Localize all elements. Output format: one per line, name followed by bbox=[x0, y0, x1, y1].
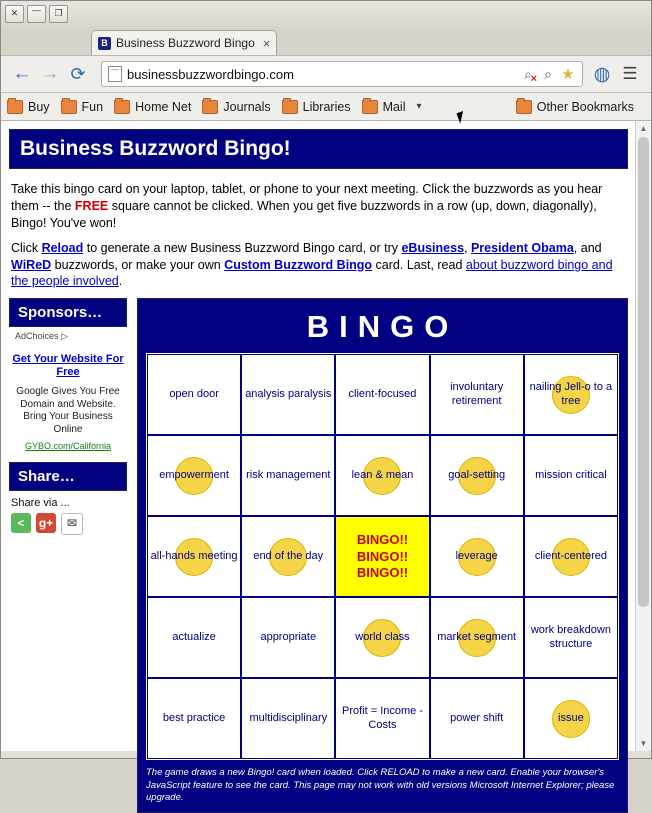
vertical-scrollbar[interactable] bbox=[635, 121, 651, 751]
folder-icon bbox=[282, 100, 298, 114]
scroll-down-icon[interactable]: ▼ bbox=[639, 739, 648, 748]
bingo-cell-label: mission critical bbox=[535, 468, 607, 481]
window-close-button[interactable]: ✕ bbox=[5, 5, 24, 23]
bookmark-star-icon[interactable]: ★ bbox=[561, 66, 575, 83]
bingo-cell-label: empowerment bbox=[159, 468, 229, 481]
bingo-cell-label: involuntary retirement bbox=[450, 381, 504, 407]
forward-button[interactable]: → bbox=[40, 63, 60, 84]
instructions-text-mid: to generate a new Business Buzzword Bingo card, or try bbox=[83, 240, 402, 255]
instructions-text-last: card. Last, read bbox=[372, 257, 466, 272]
period-text: . bbox=[118, 274, 123, 289]
adchoices-label[interactable]: AdChoices ▷ bbox=[15, 331, 68, 342]
browser-toolbar bbox=[1, 55, 651, 93]
bookmark-fun[interactable] bbox=[61, 100, 104, 114]
reload-button[interactable]: ⟳ bbox=[70, 63, 86, 84]
bingo-cell-label: all-hands meeting bbox=[150, 549, 238, 562]
bookmark-journals[interactable] bbox=[202, 100, 270, 114]
share-icon-row bbox=[9, 513, 127, 535]
bingo-cell-label: goal-setting bbox=[448, 468, 506, 481]
comma-text: , bbox=[464, 240, 471, 255]
bingo-cell-label: market segment bbox=[437, 630, 517, 643]
bingo-card bbox=[137, 298, 628, 813]
web-page bbox=[1, 121, 636, 803]
scrollbar-thumb[interactable] bbox=[638, 137, 649, 607]
bingo-cell[interactable] bbox=[335, 435, 429, 516]
bingo-cell-label: open door bbox=[169, 387, 219, 400]
bingo-cell[interactable] bbox=[241, 354, 335, 435]
window-maximize-button[interactable]: ❐ bbox=[49, 5, 68, 23]
instructions-text-tail: buzzwords, or make your own bbox=[51, 257, 225, 272]
reload-link[interactable]: Reload bbox=[41, 240, 84, 255]
share-icon[interactable]: < bbox=[11, 513, 31, 533]
close-icon[interactable]: × bbox=[262, 35, 271, 51]
bingo-cell-label: issue bbox=[558, 711, 584, 724]
intro-text-2: square cannot be clicked. When you get five buzzwords in a row (up, down, diagonally), Bingo! You've won! bbox=[11, 198, 597, 230]
intro-paragraph bbox=[11, 181, 626, 232]
bingo-cell[interactable] bbox=[524, 516, 618, 597]
bingo-cell[interactable] bbox=[241, 435, 335, 516]
profile-icon[interactable]: ◍ bbox=[593, 63, 611, 85]
bingo-cell[interactable] bbox=[335, 354, 429, 435]
bingo-cell-label: lean & mean bbox=[351, 468, 414, 481]
instructions-paragraph bbox=[11, 240, 626, 291]
window-minimize-button[interactable]: — bbox=[27, 5, 46, 23]
folder-icon bbox=[516, 100, 532, 114]
bingo-cell[interactable] bbox=[147, 354, 241, 435]
bingo-cell-label: power shift bbox=[450, 711, 504, 724]
bingo-cell[interactable] bbox=[430, 354, 524, 435]
and-text: , and bbox=[573, 240, 602, 255]
intro-text-1: Take this bingo card on your laptop, tablet, or phone to your next meeting. Click the buzzwords as you hear them -- the bbox=[11, 182, 603, 213]
bingo-cell-label: end of the day bbox=[253, 549, 324, 562]
bingo-cell[interactable] bbox=[241, 516, 335, 597]
sponsors-heading: Sponsors… bbox=[9, 298, 127, 327]
president-obama-link[interactable]: President Obama bbox=[470, 240, 574, 255]
scroll-up-icon[interactable]: ▲ bbox=[639, 124, 648, 133]
bingo-cell[interactable] bbox=[335, 678, 429, 759]
address-bar[interactable] bbox=[101, 61, 583, 87]
click-text: Click bbox=[11, 240, 42, 255]
bingo-cell-label: actualize bbox=[172, 630, 216, 643]
chevron-down-icon[interactable]: ▾ bbox=[416, 101, 422, 112]
bingo-cell-label: risk management bbox=[246, 468, 331, 481]
bingo-cell-label: appropriate bbox=[260, 630, 317, 643]
bingo-cell[interactable] bbox=[147, 516, 241, 597]
bingo-cell[interactable] bbox=[524, 678, 618, 759]
url-text: businessbuzzwordbingo.com bbox=[127, 66, 294, 82]
sidebar bbox=[9, 298, 127, 535]
bingo-cell-label: work breakdown structure bbox=[530, 624, 611, 650]
card-footnote: The game draws a new Bingo! card when loaded. Click RELOAD to make a new card. Enable your browser's JavaScript feature to see the card. This page may not work with old versions Microsoft Internet Explorer; please upgrade. bbox=[146, 767, 615, 803]
folder-icon bbox=[362, 100, 378, 114]
search-icon[interactable]: ⌕ bbox=[544, 65, 552, 82]
folder-icon bbox=[114, 100, 130, 114]
bingo-cell-label: best practice bbox=[162, 711, 226, 724]
ad-url-link[interactable]: GYBO.com/California bbox=[24, 441, 112, 451]
page-viewport bbox=[1, 121, 651, 803]
bingo-cell[interactable] bbox=[241, 678, 335, 759]
share-via-label: Share via ... bbox=[11, 497, 70, 510]
bookmark-label: Mail bbox=[382, 99, 406, 114]
bingo-free-label: BINGO!! BINGO!! BINGO!! bbox=[356, 532, 409, 580]
free-keyword: FREE bbox=[74, 198, 109, 213]
bookmark-mail[interactable] bbox=[362, 100, 406, 114]
bingo-cell[interactable] bbox=[524, 597, 618, 678]
bookmark-home-net[interactable] bbox=[114, 100, 191, 114]
bingo-cell[interactable] bbox=[430, 435, 524, 516]
menu-button[interactable]: ☰ bbox=[622, 64, 638, 83]
bingo-cell-label: Profit = Income - Costs bbox=[341, 705, 423, 731]
folder-icon bbox=[61, 100, 77, 114]
bingo-cell-label: world class bbox=[355, 630, 410, 643]
bingo-cell-label: client-focused bbox=[348, 387, 417, 400]
bingo-cell[interactable] bbox=[430, 597, 524, 678]
ebusiness-link[interactable]: eBusiness bbox=[401, 240, 465, 255]
custom-buzzword-bingo-link[interactable]: Custom Buzzword Bingo bbox=[224, 257, 373, 272]
google-plus-icon[interactable]: g+ bbox=[36, 513, 56, 533]
folder-icon bbox=[202, 100, 218, 114]
wired-link[interactable]: WiReD bbox=[11, 257, 52, 272]
ad-title-link[interactable]: Get Your Website For Free bbox=[12, 352, 124, 379]
bingo-cell-label: leverage bbox=[455, 549, 498, 562]
tab-business-buzzword-bingo[interactable] bbox=[91, 30, 277, 55]
tab-favicon: B bbox=[98, 37, 111, 50]
bingo-cell[interactable] bbox=[524, 354, 618, 435]
bookmark-label: Buy bbox=[28, 99, 50, 114]
bookmark-libraries[interactable] bbox=[282, 100, 351, 114]
bingo-heading: BINGO bbox=[306, 309, 459, 345]
content-row bbox=[9, 298, 628, 813]
back-button[interactable]: ← bbox=[12, 63, 32, 84]
bingo-cell-label: nailing Jell-o to a tree bbox=[529, 381, 613, 407]
bookmark-label: Other Bookmarks bbox=[536, 99, 634, 114]
folder-icon bbox=[7, 100, 23, 114]
title-bar bbox=[1, 1, 651, 27]
zoom-reset-icon[interactable]: ⌕ × bbox=[518, 66, 538, 83]
bookmarks-bar bbox=[1, 93, 651, 121]
bookmark-label: Fun bbox=[81, 99, 104, 114]
bingo-cell[interactable] bbox=[241, 597, 335, 678]
advertisement[interactable] bbox=[9, 327, 127, 456]
bingo-cell-label: client-centered bbox=[534, 549, 607, 562]
tab-title: Business Buzzword Bingo bbox=[116, 36, 255, 50]
share-heading: Share… bbox=[9, 462, 127, 491]
bingo-cell-label: multidisciplinary bbox=[249, 711, 328, 724]
bookmark-buy[interactable] bbox=[7, 100, 50, 114]
email-icon[interactable]: ✉ bbox=[61, 513, 83, 535]
bingo-free-cell bbox=[335, 516, 429, 597]
bingo-cell[interactable] bbox=[430, 516, 524, 597]
page-info-icon[interactable] bbox=[108, 66, 122, 82]
page-title: Business Buzzword Bingo! bbox=[9, 129, 628, 169]
bingo-cell[interactable] bbox=[430, 678, 524, 759]
bingo-cell[interactable] bbox=[147, 678, 241, 759]
bingo-cell-label: analysis paralysis bbox=[245, 387, 332, 400]
bookmark-label: Home Net bbox=[135, 99, 192, 114]
bookmark-label: Journals bbox=[223, 99, 271, 114]
ad-body-text: Google Gives You Free Domain and Website. Bring Your Business Online bbox=[16, 386, 120, 435]
bingo-grid bbox=[146, 353, 619, 760]
bookmark-label: Libraries bbox=[302, 99, 351, 114]
bingo-cell[interactable] bbox=[147, 597, 241, 678]
about-link[interactable]: about buzzword bingo and the people involved bbox=[11, 257, 613, 289]
tab-strip bbox=[1, 27, 651, 55]
bookmark-other-bookmarks[interactable] bbox=[516, 100, 634, 114]
bingo-cell[interactable] bbox=[147, 435, 241, 516]
bingo-cell[interactable] bbox=[335, 597, 429, 678]
bingo-cell[interactable] bbox=[524, 435, 618, 516]
